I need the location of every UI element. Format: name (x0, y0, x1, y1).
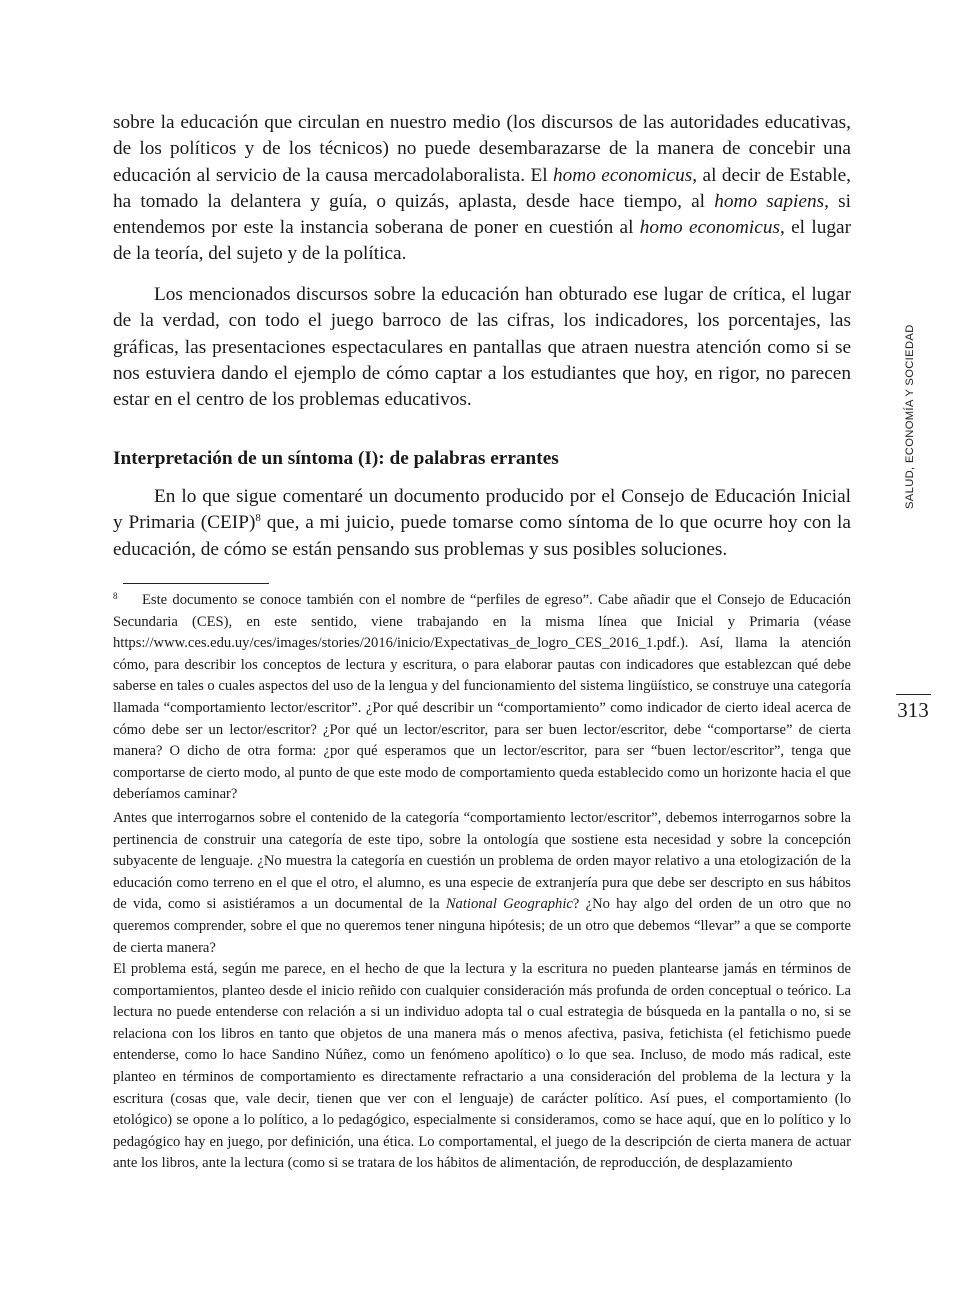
footnote-separator (123, 583, 269, 584)
italic-term: homo economicus (553, 164, 693, 186)
footnote-paragraph-2: Antes que interrogarnos sobre el contenido de la categoría “comportamiento lector/escritor”, debemos interrogarnos sobre la pertinencia de construir una categoría de este tipo, sobre la ontología que sostiene esta necesidad y sobre la concepción subyacente de lenguaje. ¿No muestra la categoría en cuestión un problema de orden mayor relativo a una etologización de la educación como terreno en el que el otro, el alumno, es una especie de extranjería pura que debe ser descripto en sus hábitos de vida, como si asistiéramos a un documental de la National Geographic? ¿No hay algo del orden de un otro que no queremos comprender, sobre el que no queremos tener ninguna hipótesis; de un otro que debemos “llevar” a que se comporte de cierta manera? (113, 810, 851, 956)
italic-term: homo sapiens (714, 190, 825, 212)
italic-title: National Geographic (445, 896, 573, 913)
footnote-paragraph-1: 8 Este documento se conoce también con el nombre de “perfiles de egreso”. Cabe añadir que el Consejo de Educación Secundaria (CES), en este sentido, viene trabajando en la misma línea que Inicial y Primaria (véase https://www.ces.edu.uy/ces/images/stories/2016/inicio/Expectativas_de_logro_CES_2016_1.pdf.). Así, llama la atención cómo, para describir los conceptos de lectura y escritura, o para elaborar pautas con indicadores que establezcan qué debe saberse en tales o cuales aspectos del uso de la lengua y del funcionamiento del sistema lingüístico, se construye una categoría llamada “comportamiento lector/escritor”. ¿Por qué describir un “comportamiento” como indicador de cierto ideal acerca de cómo debe ser un lector/escritor? ¿Por qué un lector/escritor, para ser buen lector/escritor, debe “comportarse” de cierta manera? O dicho de otra forma: ¿por qué esperamos que un lector/escritor, para ser “buen lector/escritor”, tenga que comportarse de cierto modo, al punto de que este modo de comportamiento queda establecido como un horizonte hacia el que deberíamos caminar? (113, 591, 851, 803)
body-paragraph-3: En lo que sigue comentaré un documento producido por el Consejo de Educación Inicial y Primaria (CEIP)$^8$ que, a mi juicio, puede tomarse como síntoma de lo que ocurre hoy con la educación, de cómo se están pensando sus problemas y sus posibles soluciones. (113, 486, 851, 560)
section-heading: Interpretación de un síntoma (I): de palabras errantes (113, 448, 559, 469)
italic-term: homo economicus (639, 217, 780, 239)
body-paragraph-2: Los mencionados discursos sobre la educación han obturado ese lugar de crítica, el lugar de la verdad, con todo el juego barroco de las cifras, los indicadores, los porcentajes, las gráficas, las presentaciones espectaculares en pantallas que atraen nuestra atención como si se nos estuviera dando el ejemplo de cómo captar a los estudiantes que hoy, en rigor, no parecen estar en el centro de los problemas educativos. (113, 284, 851, 411)
footnote-reference: 8 (255, 512, 261, 525)
footnote-paragraph-3: El problema está, según me parece, en el hecho de que la lectura y la escritura no pueden plantearse jamás en términos de comportamientos, planteo desde el inicio reñido con cualquier consideración más profunda de orden conceptual o teórico. La lectura no puede entenderse con relación a si un individuo adopta tal o cual estrategia de búsqueda en la pantalla o no, si se relaciona con los libros en tanto que objetos de una manera más o menos afectiva, pasiva, fetichista (el fetichismo puede entenderse, como lo hace Sandino Núñez, como un fenómeno apolítico) o lo que sea. Incluso, de modo más radical, este planteo en términos de comportamiento es directamente refractario a una consideración del problema de la lectura y la escritura (cosas que, vale decir, tienen que ver con el lenguaje) de carácter político. Así pues, el comportamiento (lo etológico) se opone a lo político, a lo pedagógico, especialmente si consideramos, como se hace aquí, que en lo político y lo pedagógico hay en juego, por definición, una ética. Lo comportamental, el juego de la descripción de cierta manera de actuar ante los libros, ante la lectura (como si se tratara de los hábitos de alimentación, de reproducción, de desplazamiento (113, 961, 851, 1172)
page-number-rule (896, 694, 931, 695)
page-number: 313 (897, 698, 929, 722)
body-paragraph-1: sobre la educación que circulan en nuestro medio (los discursos de las autoridades educativas, de los políticos y de los técnicos) no puede desembarazarse de la manera de concebir una educación al servicio de la causa mercadolaboralista. El homo economicus, al decir de Estable, ha tomado la delantera y guía, o quizás, aplasta, desde hace tiempo, al homo sapiens, si entendemos por este la instancia soberana de poner en cuestión al homo economicus, el lugar de la teoría, del sujeto y de la política. (113, 112, 851, 265)
running-section-header: SALUD, ECONOMÍA Y SOCIEDAD (904, 324, 916, 509)
